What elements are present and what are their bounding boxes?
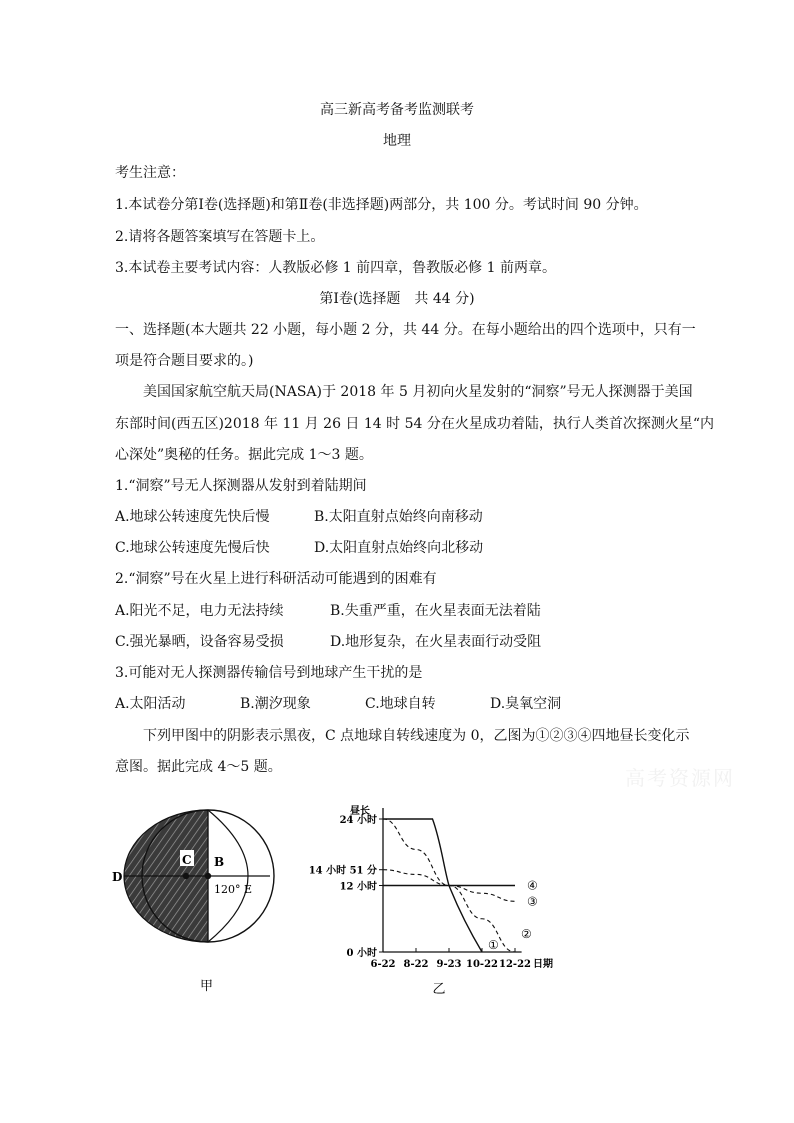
- question-3-stem: 3.可能对无人探测器传输信号到地球产生干扰的是: [115, 665, 423, 681]
- question-2-option-b: B.失重严重，在火星表面无法着陆: [330, 603, 541, 619]
- y-tick-label-2: 12 小时: [339, 881, 377, 893]
- question-2-option-c: C.强光暴晒，设备容易受损: [115, 634, 284, 650]
- x-axis-label: 日期: [533, 959, 553, 970]
- y-axis-label: 昼长: [350, 806, 370, 817]
- x-tick-label-2: 9-23: [436, 959, 462, 970]
- question-3-option-d: D.臭氧空洞: [490, 696, 562, 712]
- y-tick-label-3: 0 小时: [346, 948, 377, 959]
- passage2-line-1: 下列甲图中的阴影表示黑夜，C 点地球自转线速度为 0，乙图为①②③④四地昼长变化示: [143, 728, 690, 744]
- question-2-stem: 2.“洞察”号在火星上进行科研活动可能遇到的困难有: [115, 571, 437, 587]
- passage1-line-3: 心深处”奥秘的任务。据此完成 1～3 题。: [115, 447, 373, 463]
- y-tick-label-0: 24 小时: [339, 815, 377, 826]
- series-label-4: ④: [527, 878, 538, 893]
- x-tick-label-3: 10-22: [466, 959, 498, 970]
- question-2-option-d: D.地形复杂，在火星表面行动受阻: [330, 634, 542, 650]
- notice-heading: 考生注意：: [115, 165, 185, 181]
- label-d: D: [112, 870, 123, 884]
- question-1-stem: 1.“洞察”号无人探测器从发射到着陆期间: [115, 478, 367, 494]
- point-b-dot: [205, 873, 211, 879]
- section-instruction-1: 一、选择题(本大题共 22 小题，每小题 2 分，共 44 分。在每小题给出的四个选项中，只有一: [115, 322, 696, 338]
- label-b: B: [214, 855, 225, 869]
- notice-item-2: 2.请将各题答案填写在答题卡上。: [115, 229, 325, 245]
- notice-item-1: 1.本试卷分第Ⅰ卷(选择题)和第Ⅱ卷(非选择题)两部分，共 100 分。考试时间 90 分钟。: [115, 197, 648, 213]
- passage1-line-2: 东部时间(西五区)2018 年 11 月 26 日 14 时 54 分在火星成功着陆，执行人类首次探测火星“内: [115, 416, 715, 432]
- question-3-option-b: B.潮汐现象: [240, 696, 311, 712]
- question-1-option-b: B.太阳直射点始终向南移动: [314, 509, 483, 525]
- point-c-dot: [183, 873, 189, 879]
- subject-title: 地理: [383, 133, 411, 149]
- series-label-3: ③: [527, 894, 538, 909]
- x-tick-label-0: 6-22: [370, 959, 396, 970]
- figure-jia-caption: 甲: [200, 979, 214, 994]
- question-3-option-c: C.地球自转: [365, 696, 436, 712]
- question-3-option-a: A.太阳活动: [115, 696, 186, 712]
- passage2-line-2: 意图。据此完成 4～5 题。: [115, 759, 282, 775]
- page-title: 高三新高考备考监测联考: [320, 102, 474, 118]
- question-1-option-a: A.地球公转速度先快后慢: [115, 509, 270, 525]
- chart-yi: [300, 800, 590, 1000]
- question-2-option-a: A.阳光不足，电力无法持续: [115, 603, 284, 619]
- figure-jia: [110, 798, 300, 998]
- passage1-line-1: 美国国家航空航天局(NASA)于 2018 年 5 月初向火星发射的“洞察”号无人探测器于美国: [143, 384, 693, 400]
- watermark: 高考资源网: [625, 766, 735, 790]
- series-label-1: ①: [488, 938, 499, 952]
- x-tick-label-4: 12-22: [499, 959, 531, 970]
- question-1-option-c: C.地球公转速度先慢后快: [115, 540, 270, 556]
- section-title: 第Ⅰ卷(选择题 共 44 分): [319, 291, 475, 307]
- notice-item-3: 3.本试卷主要考试内容：人教版必修 1 前四章，鲁教版必修 1 前两章。: [115, 260, 556, 276]
- label-120e: 120° E: [214, 883, 253, 896]
- series-label-2: ②: [521, 927, 532, 941]
- y-tick-label-1: 14 小时 51 分: [308, 865, 377, 877]
- x-tick-label-1: 8-22: [403, 959, 429, 970]
- question-1-option-d: D.太阳直射点始终向北移动: [314, 540, 484, 556]
- section-instruction-2: 项是符合题目要求的。): [115, 353, 254, 369]
- label-c: C: [182, 853, 192, 867]
- chart-yi-caption: 乙: [432, 982, 446, 997]
